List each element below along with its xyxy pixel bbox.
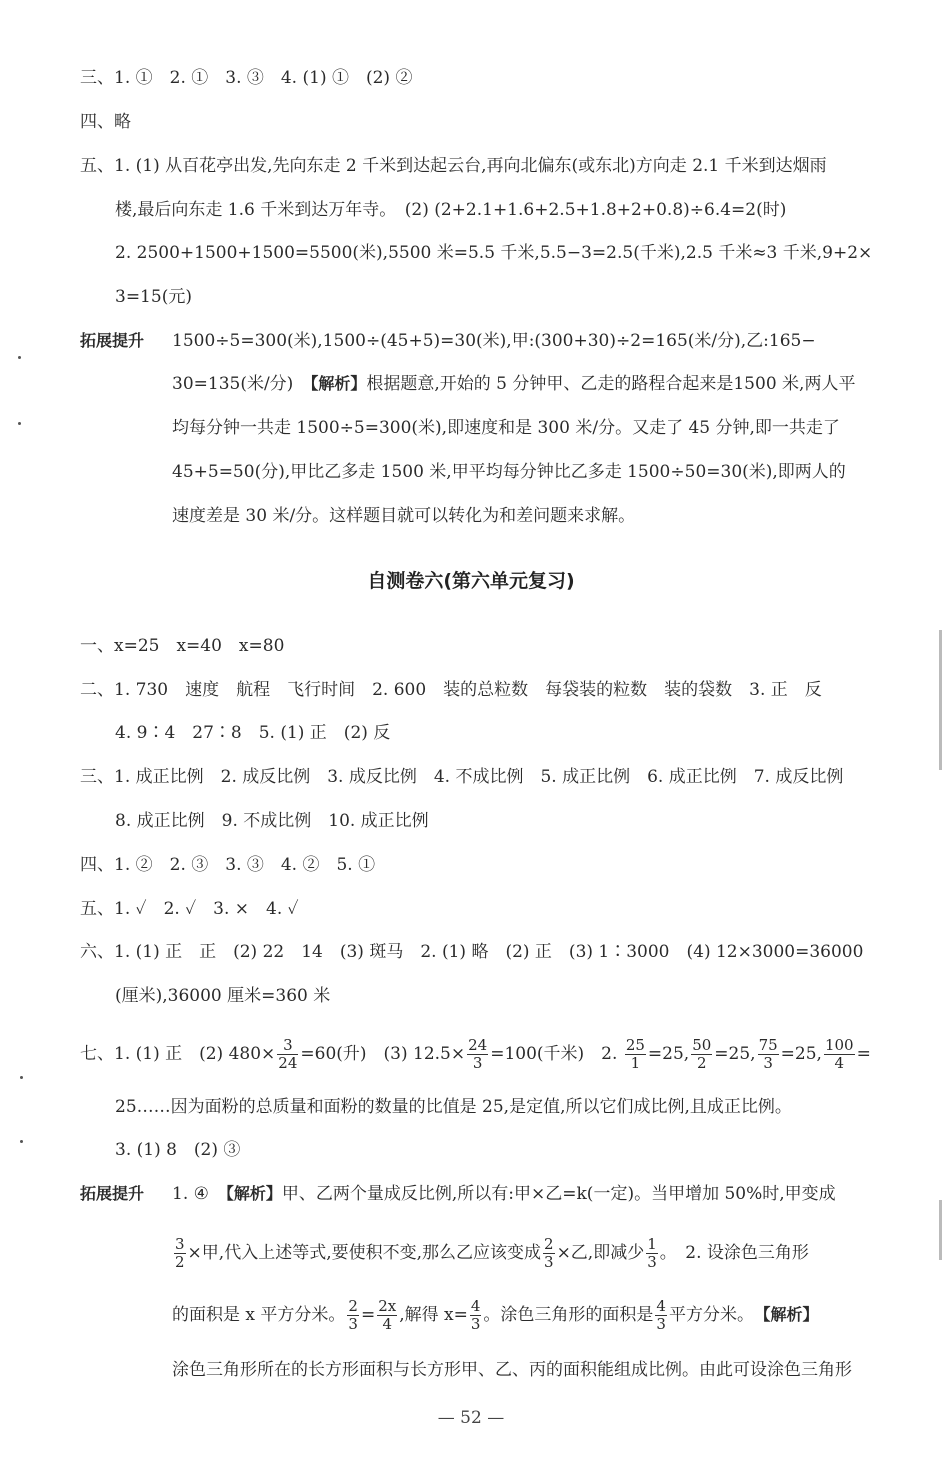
s6-tuozhan-line-1 (172, 1182, 836, 1206)
s6-tuozhan-line-4: 涂色三角形所在的长方形面积与长方形甲、乙、丙的面积能组成比例。由此可设涂色三角形 (172, 1360, 852, 1380)
tz-b2: ×乙,即减少 (556, 1243, 645, 1263)
tz-b3: 。 2. 设涂色三角形 (659, 1243, 809, 1263)
fraction-2x-4 (377, 1298, 397, 1333)
s6-line-san-1: 三、1. 成正比例 2. 成反比例 3. 成反比例 4. 不成比例 5. 成正比例 6. 成正比例 7. 成反比例 (80, 767, 844, 787)
scan-speck (20, 1076, 23, 1079)
s6-tuozhan-line-3 (172, 1298, 818, 1333)
fraction-2-3-eq (347, 1298, 359, 1333)
s6-line-qi-1 (80, 1037, 871, 1072)
tuozhan-label-2: 拓展提升 (80, 1184, 145, 1203)
fraction-num: 4 (656, 1297, 666, 1315)
fraction-num: 25 (625, 1036, 645, 1054)
s6-line-er-2: 4. 9∶4 27∶8 5. (1) 正 (2) 反 (115, 723, 391, 743)
fraction-3-2 (174, 1236, 186, 1271)
fraction-den: 3 (763, 1054, 773, 1072)
section-title: 自测卷六(第六单元复习) (367, 570, 575, 592)
s6-tuozhan-line-2 (172, 1236, 809, 1271)
tz-c3: ,解得 x= (399, 1305, 468, 1325)
qi-text-c: =100(千米) 2. (490, 1044, 623, 1064)
tuozhan-line-5: 速度差是 30 米/分。这样题目就可以转化为和差问题来求解。 (172, 506, 636, 526)
fraction-num: 100 (824, 1036, 854, 1054)
fraction-num: 2 (544, 1235, 554, 1253)
fraction-den: 3 (472, 1054, 483, 1072)
qi-text-g: = (856, 1044, 871, 1064)
s6-line-qi-3: 3. (1) 8 (2) ③ (115, 1140, 241, 1160)
fraction-num: 2 (348, 1297, 358, 1315)
qi-text-e: =25, (714, 1044, 756, 1064)
jiexi-tag-3: 【解析】 (762, 1305, 819, 1324)
fraction-den: 3 (470, 1315, 481, 1333)
qi-text-d: =25, (647, 1044, 690, 1064)
fraction-50-2 (691, 1037, 712, 1072)
tz-c1: 的面积是 x 平方分米。 (172, 1305, 346, 1325)
tuozhan-line-1: 1500÷5=300(米),1500÷(45+5)=30(米),甲:(300+30)÷2=165(米/分),乙:165− (172, 331, 816, 351)
tuozhan-line-2-b: 根据题意,开始的 5 分钟甲、乙走的路程合起来是1500 米,两人平 (366, 374, 856, 394)
fraction-den: 2 (696, 1054, 707, 1072)
page-number: — 52 — (437, 1408, 505, 1428)
tz-c2: = (360, 1305, 376, 1325)
fraction-num: 3 (175, 1235, 185, 1253)
fraction-24-3 (467, 1037, 488, 1072)
tuozhan-line-2-a: 30=135(米/分) (172, 374, 311, 394)
tuozhan-line-2 (172, 372, 855, 396)
s6-line-liu-1: 六、1. (1) 正 正 (2) 22 14 (3) 斑马 2. (1) 略 (2) 正 (3) 1∶3000 (4) 12×3000=36000 (80, 942, 864, 962)
scan-speck (18, 422, 21, 425)
s6-line-yi: 一、x=25 x=40 x=80 (80, 636, 285, 656)
fraction-75-3 (758, 1037, 779, 1072)
fraction-den: 4 (382, 1315, 392, 1333)
fraction-1-3 (646, 1236, 658, 1271)
fraction-4-3-area (655, 1298, 667, 1333)
fraction-den: 2 (175, 1253, 185, 1271)
tz-a3: 甲、乙两个量成反比例,所以有:甲×乙=k(一定)。当甲增加 50%时,甲变成 (281, 1184, 836, 1204)
fraction-num: 2x (378, 1297, 397, 1315)
jiexi-tag-2: 【解析】 (225, 1184, 282, 1203)
fraction-num: 50 (692, 1036, 712, 1054)
scan-speck (18, 356, 21, 359)
answer-line-wu-2a: 2. 2500+1500+1500=5500(米),5500 米=5.5 千米,5.5−3=2.5(千米),2.5 千米≈3 千米,9+2× (115, 243, 873, 263)
s6-line-san-2: 8. 成正比例 9. 不成比例 10. 成正比例 (115, 811, 429, 831)
fraction-4-3 (470, 1298, 482, 1333)
fraction-den: 3 (647, 1253, 657, 1271)
tuozhan-label-1: 拓展提升 (80, 331, 145, 350)
tuozhan-line-3: 均每分钟一共走 1500÷5=300(米),即速度和是 300 米/分。又走了 45 分钟,即一共走了 (172, 418, 840, 438)
fraction-100-4 (824, 1037, 855, 1072)
answer-line-si: 四、略 (80, 112, 131, 132)
s6-line-si: 四、1. ② 2. ③ 3. ③ 4. ② 5. ① (80, 855, 376, 875)
tuozhan-line-4: 45+5=50(分),甲比乙多走 1500 米,甲平均每分钟比乙多走 1500÷50=30(米),即两人的 (172, 462, 846, 482)
fraction-den: 3 (656, 1315, 666, 1333)
s6-line-er-1: 二、1. 730 速度 航程 飞行时间 2. 600 装的总粒数 每袋装的粒数 装的袋数 3. 正 反 (80, 680, 822, 700)
fraction-den: 1 (630, 1054, 641, 1072)
qi-text-a: 七、1. (1) 正 (2) 480× (80, 1044, 276, 1064)
fraction-den: 3 (544, 1253, 554, 1271)
s6-line-qi-2: 25……因为面粉的总质量和面粉的数量的比值是 25,是定值,所以它们成比例,且成正比例。 (115, 1097, 792, 1117)
qi-text-f: =25, (780, 1044, 822, 1064)
tz-a1: 1. ④ (172, 1184, 226, 1204)
answer-line-san: 三、1. ① 2. ① 3. ③ 4. (1) ① (2) ② (80, 68, 413, 88)
fraction-num: 24 (468, 1036, 488, 1054)
fraction-3-24 (277, 1037, 298, 1072)
answer-line-wu-2b: 3=15(元) (115, 287, 192, 307)
answer-line-wu-1b: 楼,最后向东走 1.6 千米到达万年寺。 (2) (2+2.1+1.6+2.5+1.8+2+0.8)÷6.4=2(时) (115, 200, 787, 220)
tz-b1: ×甲,代入上述等式,要使积不变,那么乙应该变成 (187, 1243, 542, 1263)
fraction-num: 75 (758, 1036, 778, 1054)
fraction-num: 3 (277, 1037, 298, 1055)
fraction-den: 24 (278, 1054, 298, 1072)
jiexi-tag-1: 【解析】 (310, 374, 367, 393)
fraction-2-3 (543, 1236, 555, 1271)
s6-line-liu-2: (厘米),36000 厘米=360 米 (115, 986, 331, 1006)
fraction-num: 4 (470, 1297, 481, 1315)
fraction-25-1 (625, 1037, 646, 1072)
fraction-den: 4 (834, 1054, 845, 1072)
s6-line-wu: 五、1. ✓ 2. ✓ 3. × 4. ✓ (80, 899, 299, 919)
fraction-num: 1 (647, 1235, 657, 1253)
tz-c4: 。涂色三角形的面积是 (483, 1305, 654, 1325)
tz-c5: 平方分米。 (668, 1305, 763, 1325)
fraction-den: 3 (348, 1315, 358, 1333)
answer-line-wu-1a: 五、1. (1) 从百花亭出发,先向东走 2 千米到达起云台,再向北偏东(或东北)方向走 2.1 千米到达烟雨 (80, 156, 827, 176)
scan-speck (20, 1140, 23, 1143)
qi-text-b: =60(升) (3) 12.5× (300, 1044, 466, 1064)
